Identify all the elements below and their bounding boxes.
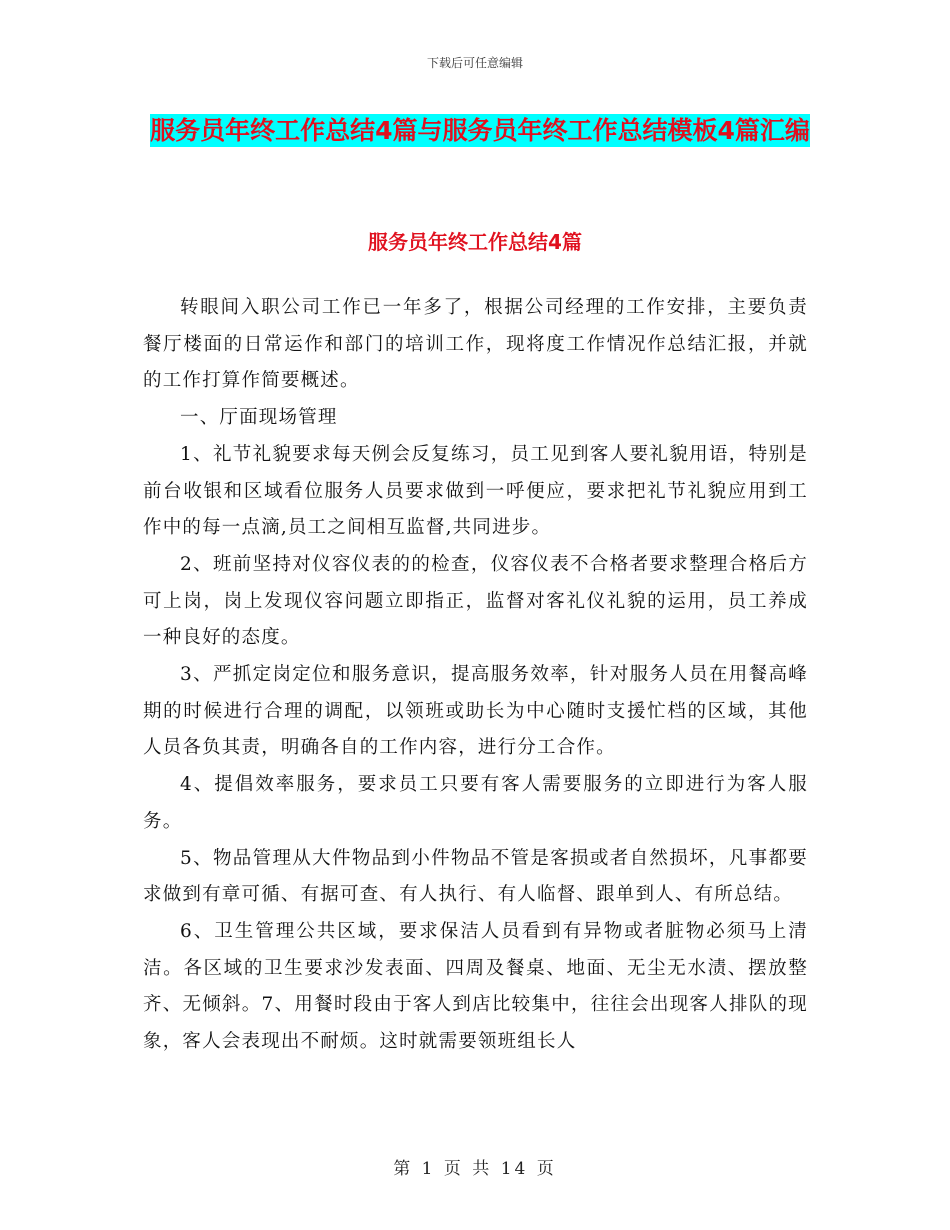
paragraph-item-1: 1、礼节礼貌要求每天例会反复练习，员工见到客人要礼貌用语，特别是前台收银和区域看位服务人员要求做到一呼便应，要求把礼节礼貌应用到工作中的每一点滴,员工之间相互监督,共同进步。: [143, 443, 808, 539]
paragraph-intro: 转眼间入职公司工作已一年多了，根据公司经理的工作安排，主要负责餐厅楼面的日常运作和部门的培训工作，现将度工作情况作总结汇报，并就的工作打算作简要概述。: [143, 297, 808, 392]
paragraph-item-2: 2、班前坚持对仪容仪表的的检查，仪容仪表不合格者要求整理合格后方可上岗，岗上发现仪容问题立即指正，监督对客礼仪礼貌的运用，员工养成一种良好的态度。: [143, 553, 808, 649]
document-body: [143, 290, 808, 1061]
document-title: [140, 108, 820, 154]
paragraph-heading-1: 一、厅面现场管理: [180, 407, 338, 429]
page-number-footer: 第 1 页 共 14 页: [393, 1159, 557, 1179]
page-header-note: 下载后可任意编辑: [426, 56, 523, 70]
paragraph-item-4: 4、提倡效率服务，要求员工只要有客人需要服务的立即进行为客人服务。: [143, 774, 808, 832]
document-title-text: 服务员年终工作总结4篇与服务员年终工作总结模板4篇汇编: [150, 116, 810, 145]
paragraph-item-5: 5、物品管理从大件物品到小件物品不管是客损或者自然损坏，凡事都要求做到有章可循、有据可查、有人执行、有人临督、跟单到人、有所总结。: [143, 847, 808, 906]
section-title: 服务员年终工作总结4篇: [368, 230, 582, 254]
paragraph-item-3: 3、严抓定岗定位和服务意识，提高服务效率，针对服务人员在用餐高峰期的时候进行合理的调配，以领班或助长为中心随时支援忙档的区域，其他人员各负其责，明确各自的工作内容，进行分工合作。: [143, 664, 808, 759]
paragraph-item-6: 6、卫生管理公共区域，要求保洁人员看到有异物或者脏物必须马上清洁。各区域的卫生要求沙发表面、四周及餐桌、地面、无尘无水渍、摆放整齐、无倾斜。7、用餐时段由于客人到店比较集中，往往会出现客人排队的现象，客人会表现出不耐烦。这时就需要领班组长人: [143, 920, 808, 1053]
